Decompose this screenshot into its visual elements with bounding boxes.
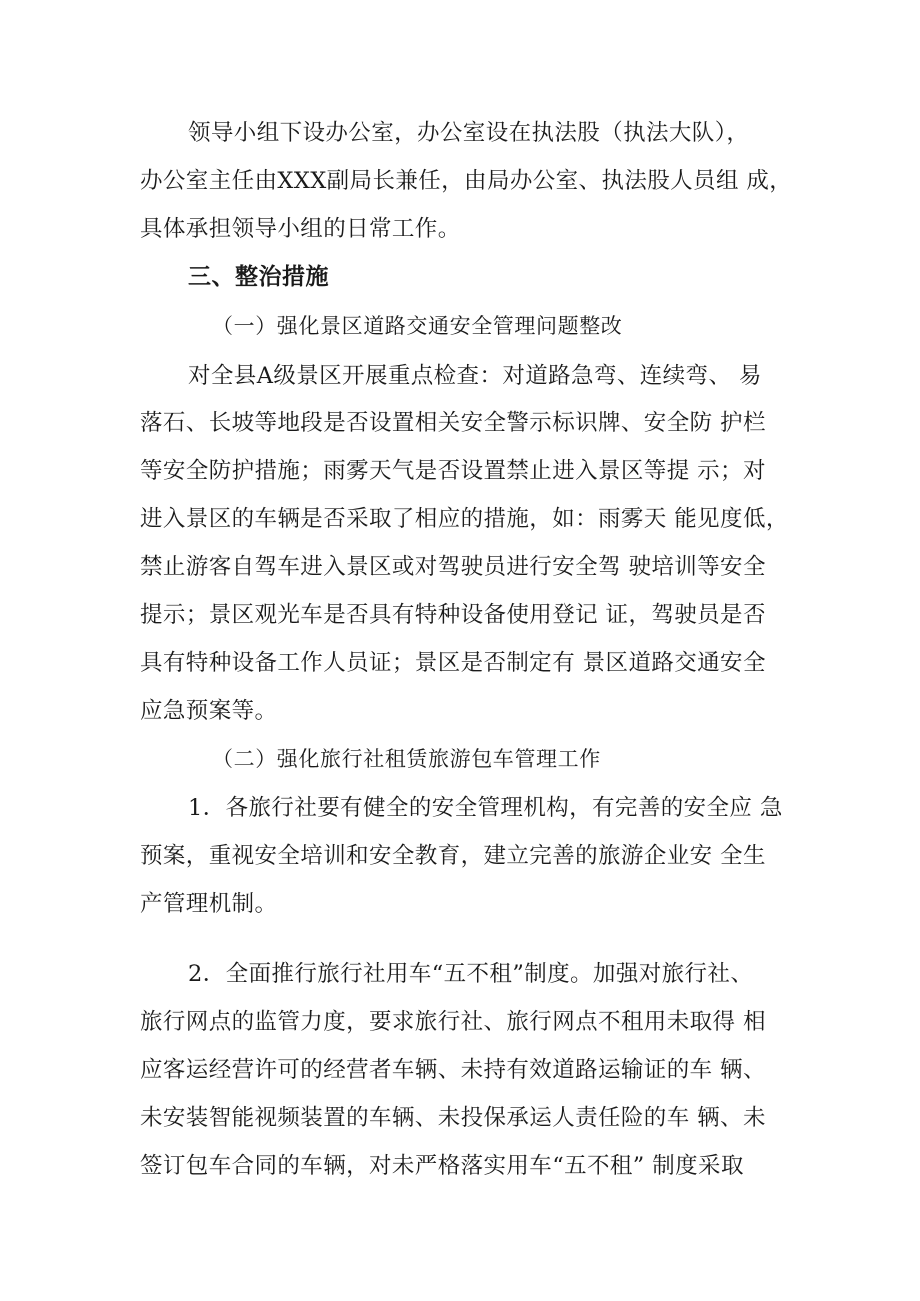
item-2-line-4: 未安装智能视频装置的车辆、未投保承运人责任险的车 辆、未 (140, 1105, 766, 1131)
paragraph-sub1-line-7: 具有特种设备工作人员证；景区是否制定有 景区道路交通安全 (140, 650, 766, 676)
item-2-line-5: 签订包车合同的车辆，对未严格落实用车“五不租” 制度采取 (140, 1153, 744, 1179)
item-1-line-3: 产管理机制。 (140, 891, 278, 917)
paragraph-office-line-1: 领导小组下设办公室，办公室设在执法股（执法大队）， (188, 120, 750, 146)
section-3-title: 三、整治措施 (188, 264, 329, 290)
paragraph-sub1-line-3: 等安全防护措施；雨雾天气是否设置禁止进入景区等提 示；对 (140, 458, 766, 484)
paragraph-office-line-2: 办公室主任由XXX副局长兼任，由局办公室、执法股人员组 成， (140, 168, 793, 194)
paragraph-sub1-line-6: 提示；景区观光车是否具有特种设备使用登记 证，驾驶员是否 (140, 602, 766, 628)
subsection-1-title: （一）强化景区道路交通安全管理问题整改 (212, 314, 623, 338)
subsection-2-title: （二）强化旅行社租赁旅游包车管理工作 (212, 747, 601, 771)
item-1-line-1: 1．各旅行社要有健全的安全管理机构，有完善的安全应 急 (188, 795, 783, 821)
item-1-line-2: 预案，重视安全培训和安全教育，建立完善的旅游企业安 全生 (140, 843, 766, 869)
paragraph-sub1-line-2: 落石、长坡等地段是否设置相关安全警示标识牌、安全防 护栏 (140, 410, 766, 436)
paragraph-sub1-line-5: 禁止游客自驾车进入景区或对驾驶员进行安全驾 驶培训等安全 (140, 554, 766, 580)
paragraph-sub1-line-1: 对全县A级景区开展重点检查：对道路急弯、连续弯、 易 (188, 363, 762, 389)
item-2-line-2: 旅行网点的监管力度，要求旅行社、旅行网点不租用未取得 相 (140, 1009, 766, 1035)
paragraph-sub1-line-4: 进入景区的车辆是否采取了相应的措施，如：雨雾天 能见度低， (140, 506, 789, 532)
paragraph-sub1-line-8: 应急预案等。 (140, 698, 278, 724)
item-2-line-1: 2．全面推行旅行社用车“五不租”制度。加强对旅行社、 (188, 961, 754, 987)
item-2-line-3: 应客运经营许可的经营者车辆、未持有效道路运输证的车 辆、 (140, 1057, 766, 1083)
paragraph-office-line-3: 具体承担领导小组的日常工作。 (140, 216, 461, 242)
